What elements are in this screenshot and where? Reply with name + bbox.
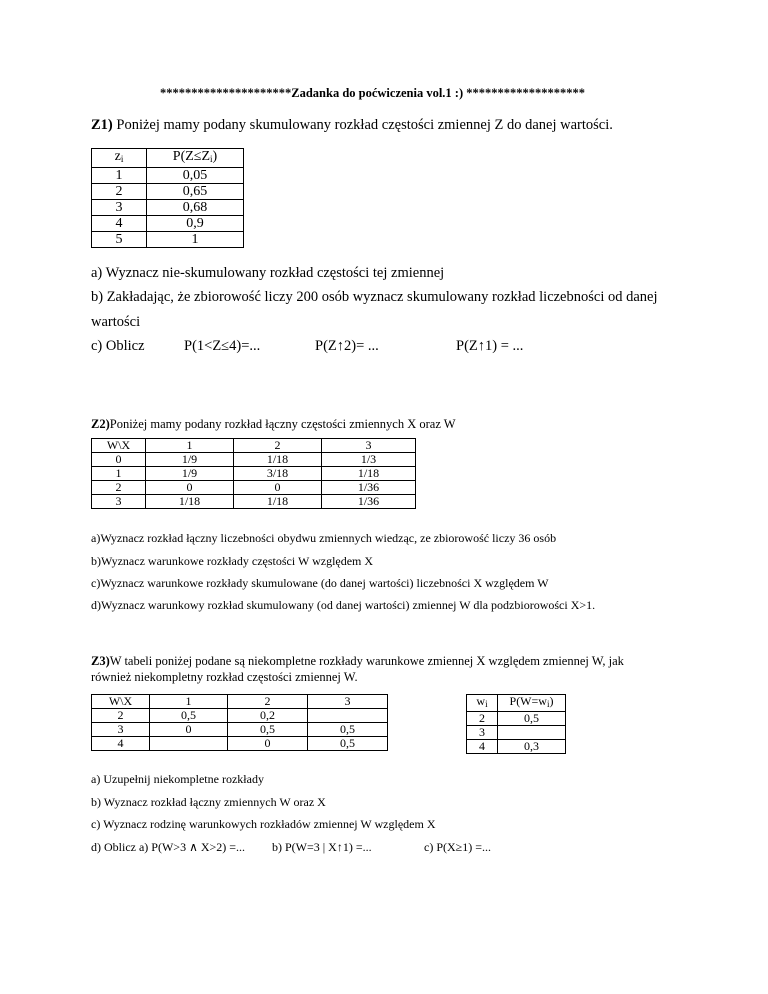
z1-task-b-cont: wartości bbox=[91, 314, 141, 330]
z2-task-b: b)Wyznacz warunkowe rozkłady częstości W względem X bbox=[91, 554, 374, 568]
table-cell: 4 bbox=[92, 737, 150, 751]
table-row bbox=[92, 200, 244, 216]
table-row bbox=[467, 740, 566, 754]
table-cell: 0 bbox=[146, 481, 234, 495]
table-cell: 0 bbox=[92, 453, 146, 467]
table-header-cell: $P(W=w_i)$ bbox=[498, 695, 566, 712]
page-title: *********************Zadanka do poćwiczenia vol.1 :) ******************* bbox=[160, 86, 586, 100]
z3-intro-cont: również niekompletny rozkład częstości zmiennej W. bbox=[91, 670, 358, 684]
table-cell: 0,5 bbox=[308, 737, 388, 751]
table-header-cell: 1 bbox=[146, 439, 234, 453]
table-cell: 0,68 bbox=[147, 200, 244, 216]
table-cell: 5 bbox=[92, 232, 147, 248]
z2-task-a: a)Wyznacz rozkład łączny liczebności obydwu zmiennych wiedząc, ze zbiorowość liczy 36 osób bbox=[91, 531, 557, 545]
table-cell: 0,5 bbox=[498, 712, 566, 726]
z1-task-c2: P(Z↑2)= ... bbox=[315, 338, 379, 354]
table-cell: 0 bbox=[228, 737, 308, 751]
table-header-cell: 1 bbox=[150, 695, 228, 709]
table-cell: 4 bbox=[92, 216, 147, 232]
z3-task-d3: c) P(X≥1) =... bbox=[424, 840, 492, 854]
table-cell: 3/18 bbox=[234, 467, 322, 481]
table-row bbox=[467, 712, 566, 726]
table-cell: 1/18 bbox=[322, 467, 416, 481]
z2-intro bbox=[91, 417, 456, 432]
table-cell: 1 bbox=[147, 232, 244, 248]
z3-table bbox=[91, 694, 388, 751]
table-row bbox=[92, 481, 416, 495]
table-row bbox=[92, 467, 416, 481]
z1-header-zi: $z_i$ bbox=[92, 149, 147, 168]
table-cell: 1 bbox=[92, 168, 147, 184]
z1-table bbox=[91, 148, 244, 248]
z2-intro-text: Poniżej mamy podany rozkład łączny częstości zmiennych X oraz W bbox=[109, 417, 456, 431]
table-cell: 0,65 bbox=[147, 184, 244, 200]
table-header-row bbox=[92, 695, 388, 709]
table-cell: 1/18 bbox=[234, 453, 322, 467]
table-row bbox=[92, 723, 388, 737]
table-cell: 0,3 bbox=[498, 740, 566, 754]
table-cell: 0,5 bbox=[150, 709, 228, 723]
z1-intro-text: Poniżej mamy podany skumulowany rozkład częstości zmiennej Z do danej wartości. bbox=[112, 117, 613, 133]
z1-task-c: c) Oblicz bbox=[91, 338, 145, 354]
table-row bbox=[92, 168, 244, 184]
table-row bbox=[92, 495, 416, 509]
table-cell: 1/36 bbox=[322, 495, 416, 509]
table-cell: 1/36 bbox=[322, 481, 416, 495]
z2-task-d: d)Wyznacz warunkowy rozkład skumulowany (od danej wartości) zmiennej W dla podzbiorowości X>1. bbox=[91, 598, 596, 612]
table-row bbox=[467, 726, 566, 740]
table-cell: 1/9 bbox=[146, 467, 234, 481]
table-cell: 3 bbox=[92, 723, 150, 737]
z1-label: Z1) bbox=[91, 117, 113, 133]
table-cell bbox=[308, 709, 388, 723]
z1-task-c3: P(Z↑1) = ... bbox=[456, 338, 524, 354]
table-cell: 3 bbox=[92, 200, 147, 216]
table-cell: 1/3 bbox=[322, 453, 416, 467]
table-cell: 0 bbox=[234, 481, 322, 495]
z1-intro bbox=[91, 117, 613, 134]
table-cell: 0,05 bbox=[147, 168, 244, 184]
table-cell: 0,2 bbox=[228, 709, 308, 723]
z1-task-c1: P(1<Z≤4)=... bbox=[184, 338, 261, 354]
table-cell: 2 bbox=[467, 712, 498, 726]
table-row bbox=[92, 184, 244, 200]
z3-label: Z3) bbox=[91, 654, 110, 668]
table-row bbox=[92, 216, 244, 232]
table-cell: 2 bbox=[92, 184, 147, 200]
z1-header-pz: $P(Z\le Z_i)$ bbox=[147, 149, 244, 168]
z3-w-table bbox=[466, 694, 566, 754]
table-cell: 1 bbox=[92, 467, 146, 481]
table-cell: 0,5 bbox=[228, 723, 308, 737]
z3-task-c: c) Wyznacz rodzinę warunkowych rozkładów zmiennej W względem X bbox=[91, 817, 436, 831]
z2-table bbox=[91, 438, 416, 509]
table-cell: 1/18 bbox=[234, 495, 322, 509]
table-header-row bbox=[92, 439, 416, 453]
table-cell bbox=[498, 726, 566, 740]
z3-task-b: b) Wyznacz rozkład łączny zmiennych W oraz X bbox=[91, 795, 326, 809]
table-header-row bbox=[467, 695, 566, 712]
table-cell: 3 bbox=[92, 495, 146, 509]
table-row bbox=[92, 232, 244, 248]
z3-task-d2: b) P(W=3 | X↑1) =... bbox=[272, 840, 372, 854]
table-cell: 0,9 bbox=[147, 216, 244, 232]
z2-task-c: c)Wyznacz warunkowe rozkłady skumulowane (do danej wartości) liczebności X względem W bbox=[91, 576, 549, 590]
table-row bbox=[92, 737, 388, 751]
table-cell: 0,5 bbox=[308, 723, 388, 737]
table-cell: 4 bbox=[467, 740, 498, 754]
table-cell: 3 bbox=[467, 726, 498, 740]
table-cell bbox=[150, 737, 228, 751]
table-header-cell: $w_i$ bbox=[467, 695, 498, 712]
table-header-cell: 2 bbox=[234, 439, 322, 453]
table-header-cell: 3 bbox=[322, 439, 416, 453]
table-header-cell: 2 bbox=[228, 695, 308, 709]
z2-label: Z2) bbox=[91, 417, 110, 431]
table-row bbox=[92, 453, 416, 467]
z3-intro bbox=[91, 654, 624, 669]
table-header-cell: W\X bbox=[92, 439, 146, 453]
z3-task-a: a) Uzupełnij niekompletne rozkłady bbox=[91, 772, 264, 786]
table-cell: 0 bbox=[150, 723, 228, 737]
z3-task-d1: d) Oblicz a) P(W>3 ∧ X>2) =... bbox=[91, 840, 246, 854]
table-cell: 2 bbox=[92, 481, 146, 495]
z3-intro-text: W tabeli poniżej podane są niekompletne rozkłady warunkowe zmiennej X względem zmiennej W, jak bbox=[109, 654, 624, 668]
table-cell: 2 bbox=[92, 709, 150, 723]
table-cell: 1/9 bbox=[146, 453, 234, 467]
table-cell: 1/18 bbox=[146, 495, 234, 509]
table-header-cell: W\X bbox=[92, 695, 150, 709]
z1-task-b: b) Zakładając, że zbiorowość liczy 200 osób wyznacz skumulowany rozkład liczebności od danej bbox=[91, 289, 658, 305]
z1-task-a: a) Wyznacz nie-skumulowany rozkład częstości tej zmiennej bbox=[91, 265, 445, 281]
table-row bbox=[92, 709, 388, 723]
table-header-cell: 3 bbox=[308, 695, 388, 709]
